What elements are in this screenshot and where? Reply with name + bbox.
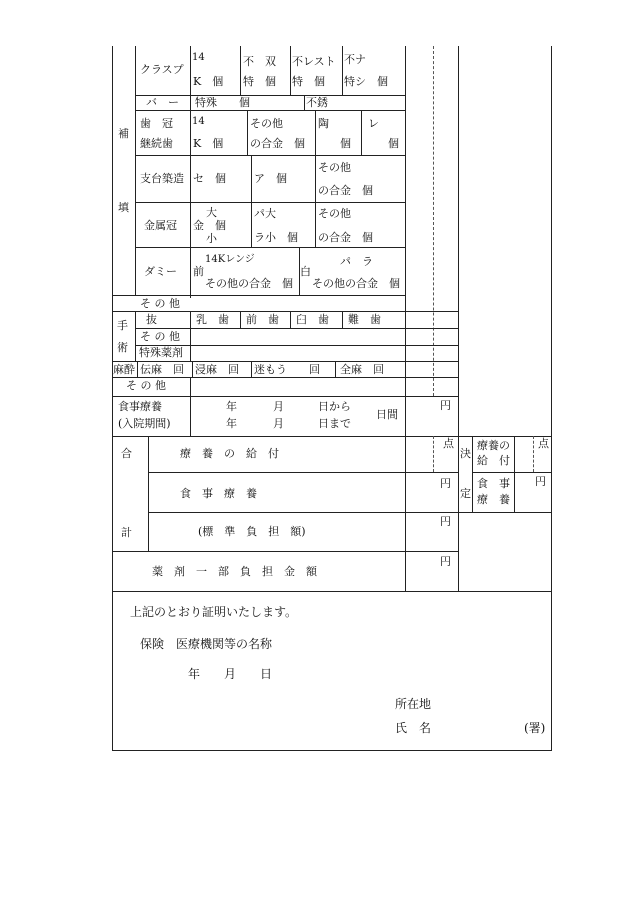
dashed-divider xyxy=(433,46,434,396)
total-label-2: 計 xyxy=(121,526,132,539)
standard-unit: 円 xyxy=(440,515,451,528)
drug-unit: 円 xyxy=(440,555,451,568)
institution-label: 保険 医療機関等の名称 xyxy=(140,637,273,651)
total-label-1: 合 xyxy=(121,447,132,460)
ryoyo-label: 療 養 の 給 付 xyxy=(180,447,279,460)
address-label: 所在地 xyxy=(395,697,432,711)
frame-right xyxy=(551,46,552,750)
name-label: 氏 名 xyxy=(395,721,432,735)
other-1: そ の 他 xyxy=(140,297,180,310)
label-col-line xyxy=(135,46,136,296)
standard-label: (標 準 負 担 額) xyxy=(198,525,306,538)
frame-bottom xyxy=(112,750,552,751)
certify-text: 上記のとおり証明いたします。 xyxy=(130,605,298,619)
frame-left xyxy=(112,46,113,750)
seal-mark: (署) xyxy=(524,721,546,735)
ryoyo-unit: 点 xyxy=(443,437,454,450)
shujutsu-label-1: 手 xyxy=(117,319,128,332)
drug-label: 薬 剤 一 部 負 担 金 額 xyxy=(152,565,317,578)
shujutsu-other: そ の 他 xyxy=(140,330,180,343)
issue-date: 年 月 日 xyxy=(188,667,273,681)
meal-total-unit: 円 xyxy=(440,477,451,490)
special-drug: 特殊薬剤 xyxy=(139,346,183,359)
meal-total-label: 食 事 療 養 xyxy=(180,487,257,500)
other-2: そ の 他 xyxy=(126,379,166,392)
item-col-line xyxy=(190,46,191,298)
shujutsu-label-2: 術 xyxy=(117,341,128,354)
